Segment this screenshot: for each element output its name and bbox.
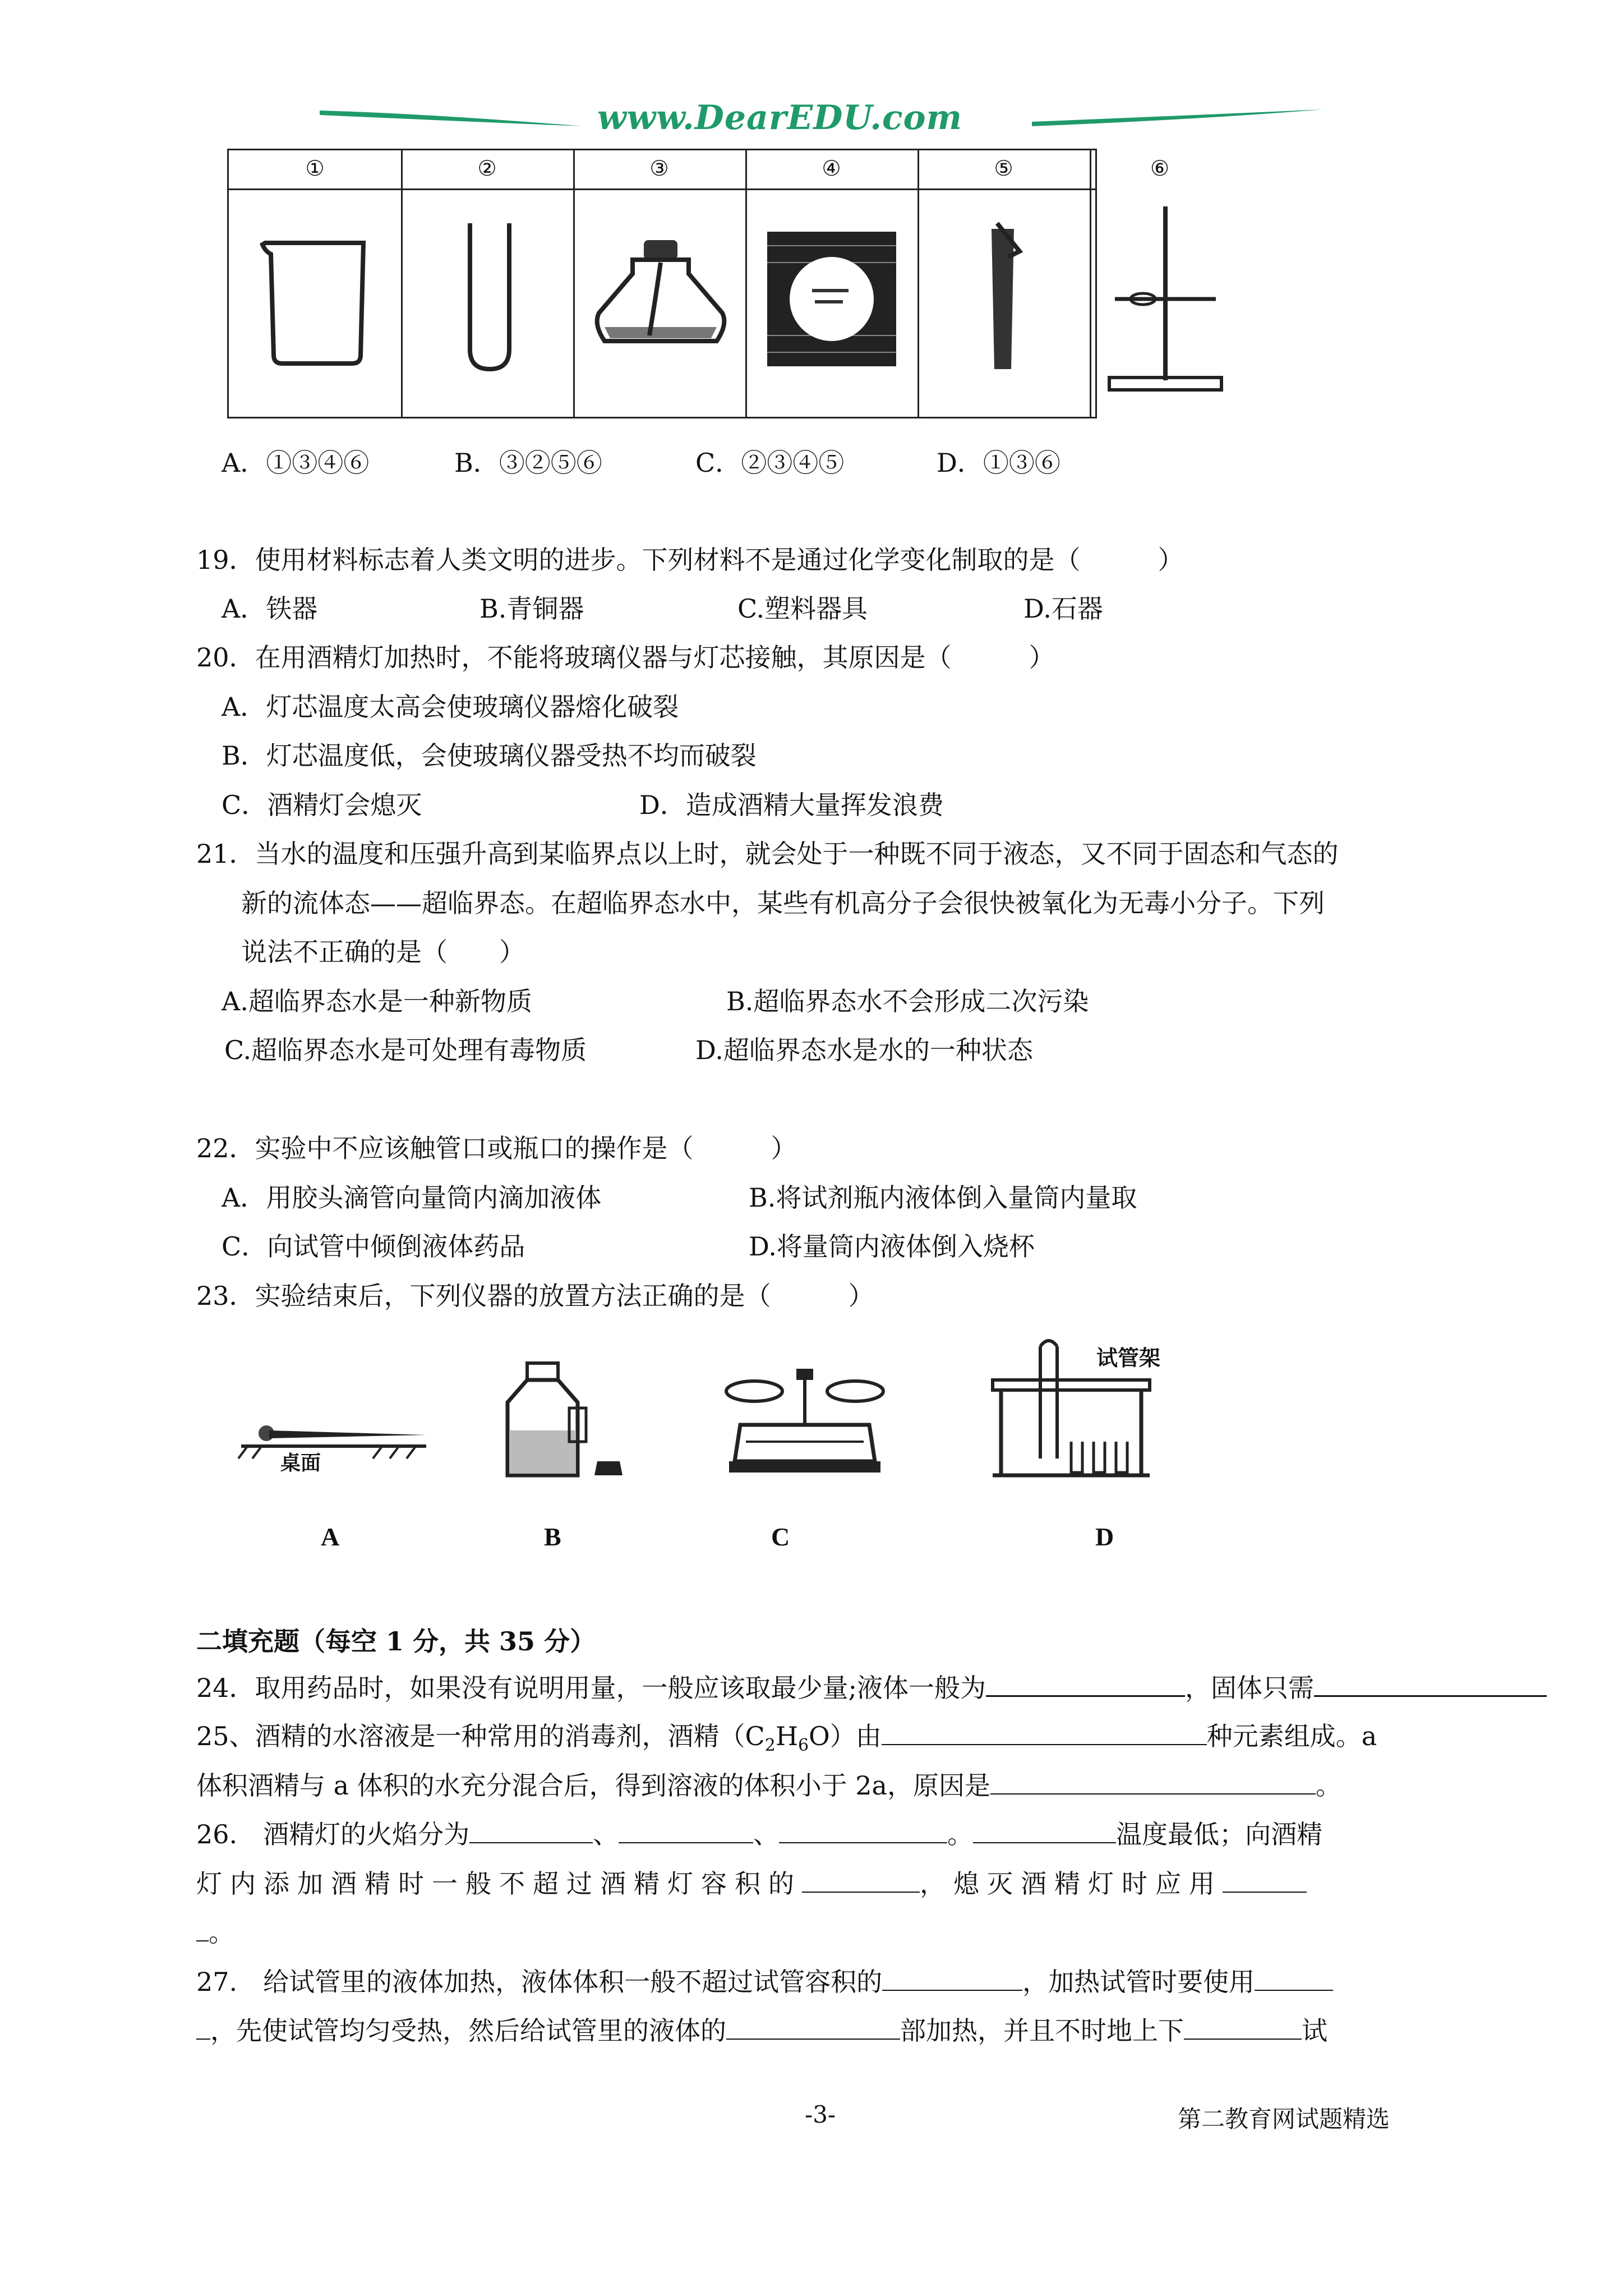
q27-text-1: 27. 给试管里的液体加热，液体体积一般不超过试管容积的 bbox=[196, 1967, 883, 1997]
q20-stem: 20．在用酒精灯加热时，不能将玻璃仪器与灯芯接触，其原因是（ ） bbox=[196, 642, 1055, 673]
q26-line-2 bbox=[196, 1867, 1307, 1901]
q23-caption-d[interactable]: D bbox=[1095, 1522, 1114, 1551]
q23-caption-b[interactable]: B bbox=[544, 1522, 561, 1551]
q27-text-4: 部加热，并且不时地上下 bbox=[900, 2016, 1184, 2046]
q26-blank-1[interactable] bbox=[469, 1818, 593, 1843]
q27-blank-4[interactable] bbox=[1184, 2014, 1302, 2040]
q22-option-a[interactable]: A．用胶头滴管向量筒内滴加液体 bbox=[222, 1182, 602, 1213]
q26-blank-5[interactable] bbox=[802, 1867, 920, 1893]
q21-line-3: 说法不正确的是（ ） bbox=[241, 937, 525, 967]
q25-text-5: 体积酒精与 a 体积的水充分混合后，得到溶液的体积小于 2a，原因是 bbox=[196, 1770, 990, 1801]
q20-option-b[interactable]: B．灯芯温度低，会使玻璃仪器受热不均而破裂 bbox=[222, 740, 757, 771]
asbestos-gauze-icon bbox=[764, 229, 899, 369]
q26-line-3 bbox=[196, 1916, 234, 1949]
q24-blank-1[interactable] bbox=[986, 1671, 1185, 1697]
q25-line-1 bbox=[196, 1719, 1377, 1763]
q26-text-2: 。 bbox=[947, 1819, 974, 1849]
q27-text-5: 试 bbox=[1302, 2016, 1327, 2046]
q27-text-3: ，先使试管均匀受热，然后给试管里的液体的 bbox=[210, 2016, 726, 2046]
q25-blank-1[interactable] bbox=[882, 1719, 1207, 1745]
q19-stem: 19．使用材料标志着人类文明的进步。下列材料不是通过化学变化制取的是（ ） bbox=[196, 545, 1184, 575]
glass-rod-on-desk-icon bbox=[236, 1414, 432, 1475]
rack-label: 试管架 bbox=[1096, 1345, 1161, 1370]
q21-line-1: 21．当水的温度和压强升高到某临界点以上时，就会处于一种既不同于液态，又不同于固态和气态的 bbox=[196, 839, 1339, 869]
q18-option-c[interactable]: C．②③④⑤ bbox=[695, 448, 845, 478]
q18-option-d[interactable]: D．①③⑥ bbox=[937, 448, 1061, 478]
q23-figure-d bbox=[987, 1335, 1228, 1481]
q22-option-d[interactable]: D.将量筒内液体倒入烧杯 bbox=[749, 1231, 1035, 1262]
iron-stand-icon bbox=[1104, 201, 1227, 397]
q26-sep-1: 、 bbox=[593, 1819, 619, 1849]
q26-text-4: 灯内添加酒精时一般不超过酒精灯容积的 bbox=[196, 1869, 802, 1899]
q21-option-c[interactable]: C.超临界态水是可处理有毒物质 bbox=[224, 1035, 587, 1065]
q27-line-2 bbox=[196, 2014, 1327, 2047]
q19-option-d[interactable]: D.石器 bbox=[1023, 593, 1103, 624]
q22-stem: 22．实验中不应该触管口或瓶口的操作是（ ） bbox=[196, 1133, 797, 1163]
reagent-bottle-icon bbox=[499, 1358, 628, 1487]
left-swoosh-icon bbox=[320, 104, 583, 132]
q26-text-3: 温度最低；向酒精 bbox=[1116, 1819, 1323, 1849]
q26-blank-6-cont[interactable] bbox=[196, 1916, 209, 1941]
q24-text-2: ，固体只需 bbox=[1185, 1673, 1315, 1703]
q27-text-2: ，加热试管时要使用 bbox=[1022, 1967, 1255, 1997]
q18-option-a[interactable]: A．①③④⑥ bbox=[222, 448, 370, 478]
q18-option-b[interactable]: B．③②⑤⑥ bbox=[454, 448, 602, 478]
q23-caption-a[interactable]: A bbox=[321, 1522, 340, 1551]
q20-option-d[interactable]: D．造成酒精大量挥发浪费 bbox=[639, 790, 944, 820]
q23-stem: 23．实验结束后，下列仪器的放置方法正确的是（ ） bbox=[196, 1281, 874, 1311]
right-swoosh-icon bbox=[1032, 104, 1324, 132]
q27-line-1 bbox=[196, 1965, 1333, 1999]
q25-sub-1: 2 bbox=[764, 1736, 776, 1756]
q25-line-2 bbox=[196, 1769, 1341, 1802]
table-label-2: ② bbox=[477, 156, 497, 181]
q24-blank-2[interactable] bbox=[1314, 1671, 1547, 1697]
q20-option-a[interactable]: A．灯芯温度太高会使玻璃仪器熔化破裂 bbox=[222, 692, 679, 722]
alcohol-lamp-icon bbox=[593, 234, 728, 369]
footer-source: 第二教育网试题精选 bbox=[1178, 2105, 1390, 2133]
q25-text-4: 种元素组成。a bbox=[1206, 1721, 1377, 1751]
page-number: -3- bbox=[805, 2101, 836, 2128]
site-logo[interactable]: www.DearEDU.com bbox=[597, 98, 963, 137]
q19-option-b[interactable]: B.青铜器 bbox=[479, 593, 584, 624]
q21-line-2: 新的流体态——超临界态。在超临界态水中，某些有机高分子会很快被氧化为无毒小分子。下列 bbox=[241, 888, 1325, 918]
q25-text-3: O）由 bbox=[809, 1721, 882, 1751]
q26-text-6: 。 bbox=[209, 1917, 234, 1948]
q22-option-c[interactable]: C．向试管中倾倒液体药品 bbox=[222, 1231, 525, 1262]
apparatus-table bbox=[227, 149, 1170, 418]
q26-line-1 bbox=[196, 1818, 1322, 1851]
desk-label: 桌面 bbox=[280, 1451, 321, 1475]
q25-text-2: H bbox=[775, 1721, 798, 1751]
table-label-3: ③ bbox=[649, 156, 669, 181]
q27-blank-3[interactable] bbox=[726, 2014, 900, 2040]
table-label-1: ① bbox=[305, 156, 325, 181]
q23-figure-a bbox=[236, 1402, 432, 1515]
test-tube-icon bbox=[459, 215, 520, 378]
q25-blank-2[interactable] bbox=[990, 1769, 1316, 1795]
q27-blank-1[interactable] bbox=[882, 1965, 1022, 1991]
q19-option-a[interactable]: A．铁器 bbox=[222, 593, 318, 624]
q25-text-6: 。 bbox=[1315, 1770, 1341, 1801]
q27-blank-2[interactable] bbox=[1255, 1965, 1333, 1991]
q20-option-c[interactable]: C．酒精灯会熄灭 bbox=[222, 790, 422, 820]
q26-blank-6[interactable] bbox=[1223, 1867, 1307, 1893]
q19-option-c[interactable]: C.塑料器具 bbox=[737, 593, 868, 624]
q21-option-b[interactable]: B.超临界态水不会形成二次污染 bbox=[726, 986, 1089, 1016]
q24-line bbox=[196, 1671, 1547, 1705]
q26-blank-3[interactable] bbox=[779, 1818, 947, 1843]
q21-option-a[interactable]: A.超临界态水是一种新物质 bbox=[222, 986, 532, 1016]
q26-blank-4[interactable] bbox=[973, 1818, 1116, 1843]
q25-text-1: 25、酒精的水溶液是一种常用的消毒剂，酒精（C bbox=[196, 1721, 765, 1751]
balance-scale-icon bbox=[723, 1363, 886, 1481]
q23-caption-c[interactable]: C bbox=[771, 1522, 790, 1551]
table-label-5: ⑤ bbox=[994, 156, 1013, 181]
table-label-4: ④ bbox=[822, 156, 841, 181]
beaker-icon bbox=[251, 229, 380, 369]
q26-text-5: ，熄灭酒精灯时应用 bbox=[920, 1869, 1223, 1899]
table-label-6: ⑥ bbox=[1150, 156, 1170, 181]
q26-sep-2: 、 bbox=[753, 1819, 780, 1849]
q21-option-d[interactable]: D.超临界态水是水的一种状态 bbox=[695, 1035, 1033, 1065]
q27-blank-2-cont[interactable] bbox=[196, 2014, 210, 2040]
test-tube-holder-icon bbox=[969, 218, 1036, 380]
q26-blank-2[interactable] bbox=[619, 1818, 753, 1843]
q24-text-1: 24．取用药品时，如果没有说明用量，一般应该取最少量;液体一般为 bbox=[196, 1673, 986, 1703]
q26-text-1: 26. 酒精灯的火焰分为 bbox=[196, 1819, 470, 1849]
q25-sub-2: 6 bbox=[797, 1736, 809, 1756]
q22-option-b[interactable]: B.将试剂瓶内液体倒入量筒内量取 bbox=[749, 1182, 1137, 1213]
section-2-title: 二填充题（每空 1 分，共 35 分） bbox=[196, 1626, 596, 1657]
